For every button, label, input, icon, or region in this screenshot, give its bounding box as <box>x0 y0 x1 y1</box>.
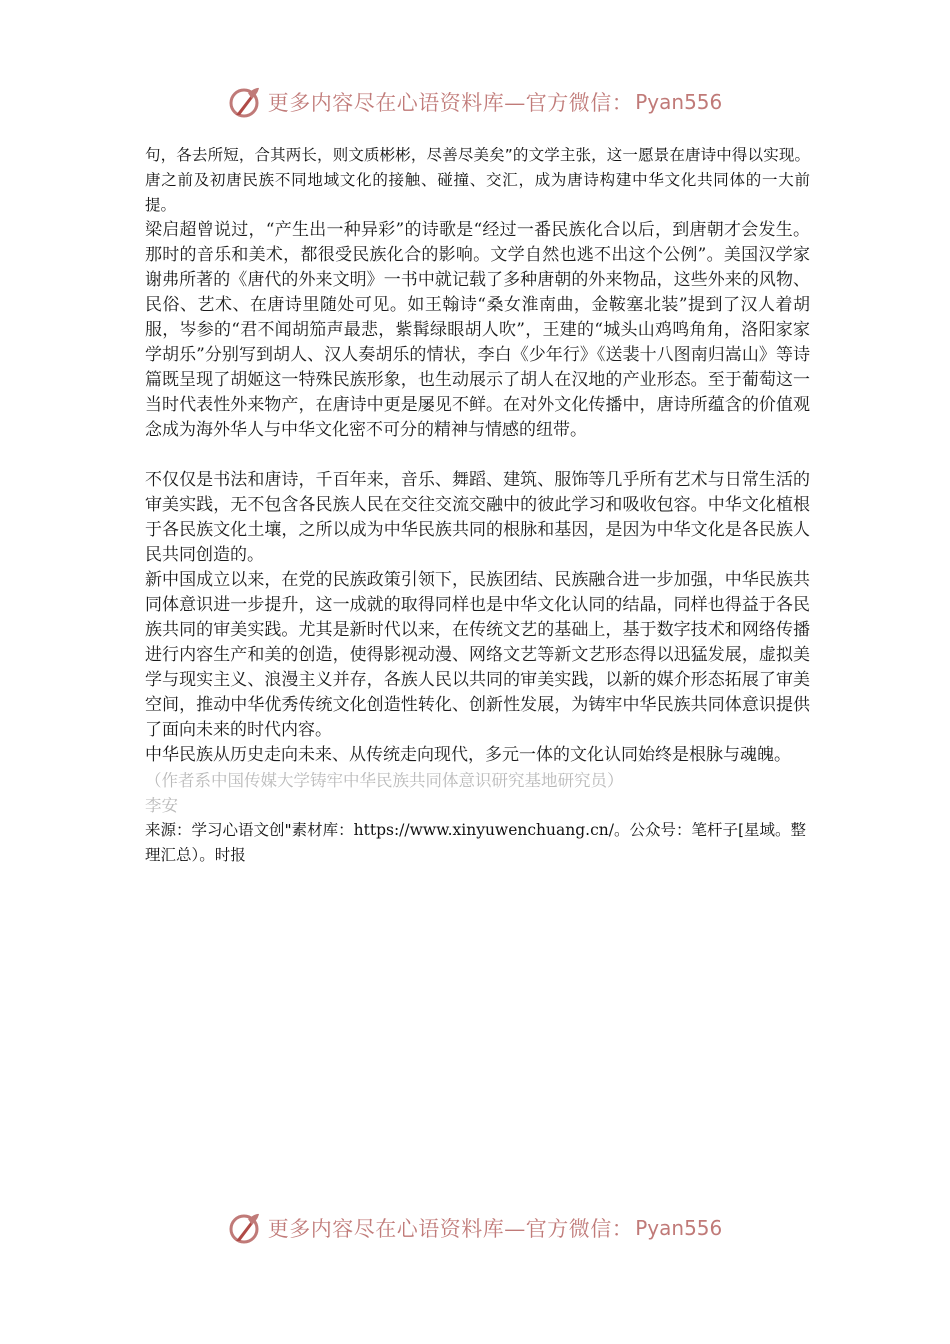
watermark-text: 更多内容尽在心语资料库—官方微信： <box>267 1217 634 1241</box>
author-note: （作者系中国传媒大学铸牢中华民族共同体意识研究基地研究员） <box>145 771 624 790</box>
paragraph-spacer <box>145 443 810 468</box>
watermark-wechat-id: Pyan556 <box>635 1216 723 1240</box>
author-name: 李安 <box>145 796 178 815</box>
paragraph-liang-qichao: 梁启超曾说过，“产生出一种异彩”的诗歌是“经过一番民族化合以后，到唐朝才会发生。那时的音乐和美术，都很受民族化合的影响。文学自然也逃不出这个公例”。美国汉学家谢弗所著的《唐代的外来文明》一书中就记载了多种唐朝的外来物品，这些外来的风物、民俗、艺术、在唐诗里随处可见。如王翰诗“桑女淮南曲，金鞍塞北装”提到了汉人着胡服，岑参的“君不闻胡笳声最悲，紫髯绿眼胡人吹”，王建的“城头山鸡鸣角角，洛阳家家学胡乐”分别写到胡人、汉人奏胡乐的情状，李白《少年行》《送裴十八图南归嵩山》等诗篇既呈现了胡姬这一特殊民族形象，也生动展示了胡人在汉地的产业形态。至于葡萄这一当时代表性外来物产，在唐诗中更是屡见不鲜。在对外文化传播中，唐诗所蕴含的价值观念成为海外华人与中华文化密不可分的精神与情感的纽带。 <box>145 220 810 440</box>
paragraph-conclusion: 中华民族从历史走向未来、从传统走向现代，多元一体的文化认同始终是根脉与魂魄。 <box>145 745 791 765</box>
quill-logo-icon <box>228 85 262 119</box>
paragraph-aesthetic-practice: 不仅仅是书法和唐诗，千百年来，音乐、舞蹈、建筑、服饰等几乎所有艺术与日常生活的审美实践，无不包含各民族人民在交往交流交融中的彼此学习和吸收包容。中华文化植根于各民族文化土壤，之所以成为中华民族共同的根脉和基因，是因为中华文化是各民族人民共同创造的。 <box>145 470 810 565</box>
intro-paragraph: 句，各去所短，合其两长，则文质彬彬，尽善尽美矣”的文学主张，这一愿景在唐诗中得以实现。唐之前及初唐民族不同地域文化的接触、碰撞、交汇，成为唐诗构建中华文化共同体的一大前提。 <box>145 146 810 214</box>
source-suffix: 。公众号：笔杆子[星域。整理汇总）。时报 <box>145 821 807 864</box>
footer-watermark <box>0 1208 950 1248</box>
source-url: https://www.xinyuwenchuang.cn/ <box>353 821 614 839</box>
source-line <box>145 818 810 868</box>
paragraph-new-china: 新中国成立以来，在党的民族政策引领下，民族团结、民族融合进一步加强，中华民族共同体意识进一步提升，这一成就的取得同样也是中华文化认同的结晶，同样也得益于各民族共同的审美实践。尤其是新时代以来，在传统文艺的基础上，基于数字技术和网络传播进行内容生产和美的创造，使得影视动漫、网络文艺等新文艺形态得以迅猛发展，虚拟美学与现实主义、浪漫主义并存，各族人民以共同的审美实践，以新的媒介形态拓展了审美空间，推动中华优秀传统文化创造性转化、创新性发展，为铸牢中华民族共同体意识提供了面向未来的时代内容。 <box>145 570 810 740</box>
watermark-wechat-id: Pyan556 <box>635 90 723 114</box>
article-body <box>145 143 810 868</box>
source-prefix: 来源：学习心语文创"素材库： <box>145 821 354 839</box>
quill-logo-icon <box>228 1211 262 1245</box>
watermark-text: 更多内容尽在心语资料库—官方微信： <box>267 91 634 115</box>
header-watermark <box>0 82 950 122</box>
